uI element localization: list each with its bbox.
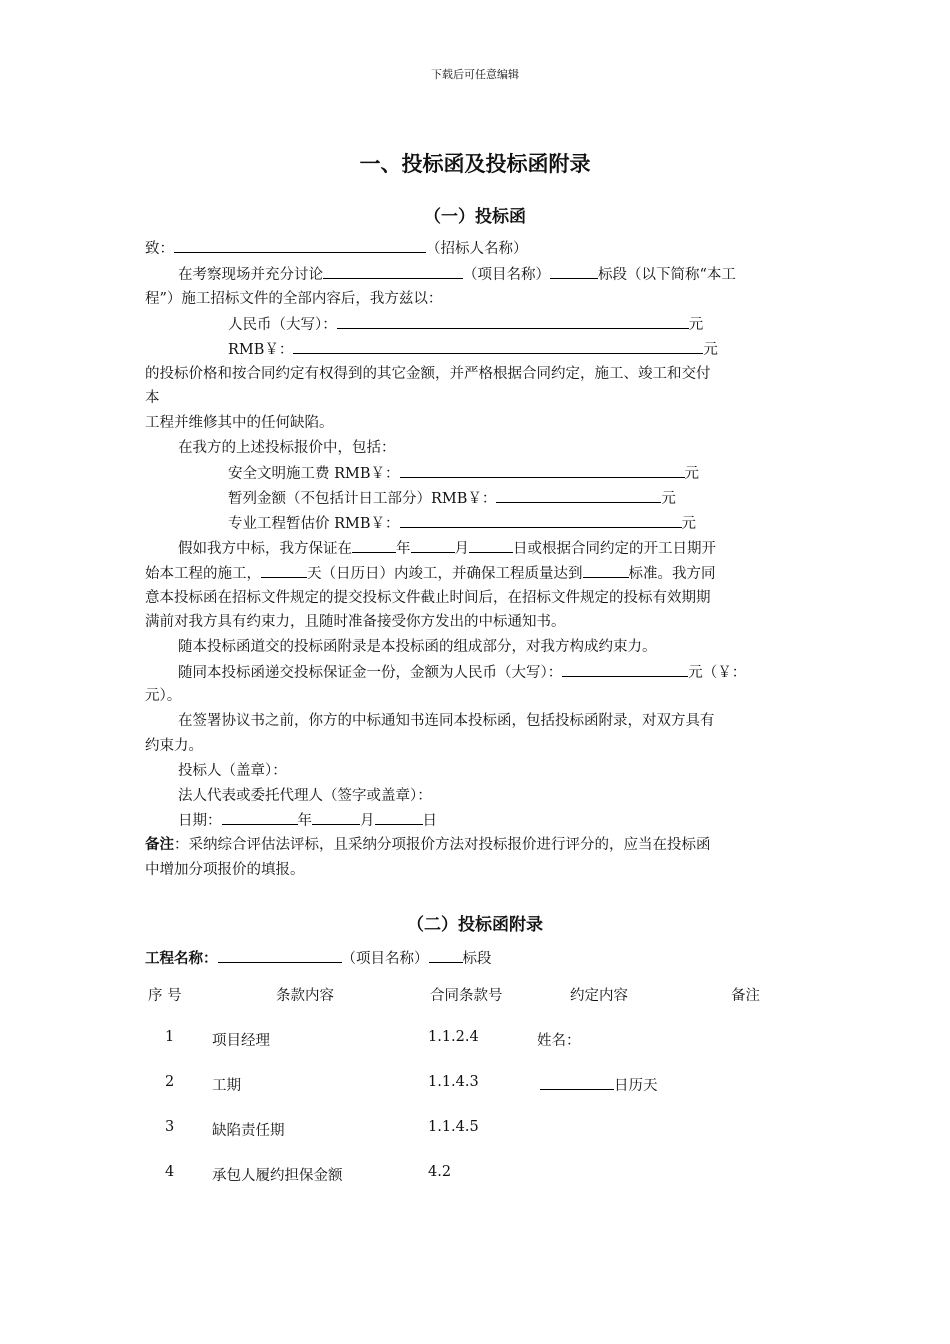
tenderer-name-hint: （招标人名称） (426, 241, 528, 257)
date-month-blank[interactable] (312, 810, 360, 825)
section-blank[interactable] (550, 264, 598, 279)
provisional-sum-blank[interactable] (496, 488, 661, 503)
rmb-uppercase-line: 人民币（大写）： 元 (228, 314, 703, 335)
table-row-item: 工期 (212, 1078, 241, 1094)
section-title-bid-letter: （一）投标函 (424, 207, 526, 227)
paragraph-5: 随本投标函道交的投标函附录是本投标函的组成部分，对我方构成约束力。 (178, 639, 657, 655)
header-item: 条款内容 (276, 988, 334, 1004)
quality-standard-blank[interactable] (583, 563, 629, 578)
specialist-estimate-line: 专业工程暂估价 RMB￥： 元 (228, 513, 696, 534)
project-name-label: 工程名称： (145, 951, 218, 967)
bidder-seal-line: 投标人（盖章）： (178, 763, 287, 779)
paragraph-1-line-1: 在考察现场并充分讨论 （项目名称） 标段（以下简称“本工 (178, 264, 736, 285)
provisional-sum-line: 暂列金额（不包括计日工部分）RMB￥： 元 (228, 488, 676, 509)
duration-days-blank[interactable] (261, 563, 307, 578)
section-title-appendix: （二）投标函附录 (407, 915, 543, 935)
header-content: 约定内容 (570, 988, 628, 1004)
header-remark: 备注 (731, 988, 760, 1004)
paragraph-2-line-2: 本 (145, 390, 160, 406)
paragraph-7-line-1: 在签署协议书之前，你方的中标通知书连同本投标函，包括投标函附录，对双方具有 (178, 713, 715, 729)
table-row-no: 2 (165, 1074, 175, 1090)
representative-sign-line: 法人代表或委托代理人（签字或盖章）： (178, 788, 432, 804)
date-day-blank[interactable] (375, 810, 423, 825)
bid-bond-blank[interactable] (562, 662, 688, 677)
safety-fee-blank[interactable] (400, 463, 685, 478)
table-row-no: 1 (165, 1029, 175, 1045)
duration-calendar-days-blank[interactable] (540, 1075, 614, 1090)
table-row-no: 3 (165, 1119, 175, 1135)
paragraph-2-line-3: 工程并维修其中的任何缺陷。 (145, 415, 334, 431)
date-year-blank[interactable] (222, 810, 298, 825)
addressee-line (145, 238, 528, 259)
rmb-uppercase-blank[interactable] (337, 314, 689, 329)
rmb-amount-blank[interactable] (293, 339, 703, 354)
note-line-1: 备注：采纳综合评估法评标，且采纳分项报价方法对投标报价进行评分的，应当在投标函 (145, 837, 711, 853)
start-day-blank[interactable] (469, 538, 513, 553)
paragraph-4-line-1: 假如我方中标，我方保证在 年 月 日或根据合同约定的开工日期开 (178, 538, 716, 559)
table-row-clause: 1.1.4.3 (428, 1074, 479, 1090)
specialist-estimate-blank[interactable] (400, 513, 682, 528)
rmb-amount-line: RMB￥： 元 (228, 339, 718, 360)
appendix-section-blank[interactable] (429, 948, 463, 963)
table-row-item: 缺陷责任期 (212, 1123, 285, 1139)
to-label: 致： (145, 241, 174, 257)
table-row-content: 日历天 (540, 1074, 658, 1095)
table-row-item: 承包人履约担保金额 (212, 1168, 343, 1184)
start-month-blank[interactable] (411, 538, 455, 553)
paragraph-2-line-1: 的投标价格和按合同约定有权得到的其它金额，并严格根据合同约定，施工、竣工和交付 (145, 366, 711, 382)
header-no: 序 号 (148, 988, 182, 1004)
table-row-clause: 4.2 (428, 1164, 452, 1180)
project-name-line: 工程名称： （项目名称） 标段 (145, 948, 492, 969)
paragraph-4-line-4: 满前对我方具有约束力，且随时准备接受你方发出的中标通知书。 (145, 614, 566, 630)
note-line-2: 中增加分项报价的填报。 (145, 862, 305, 878)
paragraph-7-line-2: 约束力。 (145, 738, 203, 754)
table-row-clause: 1.1.2.4 (428, 1029, 479, 1045)
paragraph-1-line-2: 程”）施工招标文件的全部内容后，我方兹以： (145, 291, 443, 307)
header-clause: 合同条款号 (430, 988, 503, 1004)
appendix-project-blank[interactable] (218, 948, 342, 963)
paragraph-4-line-3: 意本投标函在招标文件规定的提交投标文件截止时间后，在招标文件规定的投标有效期期 (145, 590, 711, 606)
start-year-blank[interactable] (352, 538, 396, 553)
tenderer-name-blank[interactable] (174, 238, 426, 253)
table-row-clause: 1.1.4.5 (428, 1119, 479, 1135)
document-title: 一、投标函及投标函附录 (359, 152, 591, 176)
date-line: 日期： 年 月 日 (178, 810, 437, 831)
paragraph-3: 在我方的上述投标报价中，包括： (178, 440, 396, 456)
paragraph-4-line-2: 始本工程的施工， 天（日历日）内竣工，并确保工程质量达到 标准。我方同 (145, 563, 716, 584)
project-name-blank[interactable] (323, 264, 463, 279)
table-row-no: 4 (165, 1164, 175, 1180)
safety-fee-line: 安全文明施工费 RMB￥： 元 (228, 463, 699, 484)
note-label: 备注 (145, 837, 174, 853)
table-row-content: 姓名： (537, 1033, 581, 1049)
page-header: 下载后可任意编辑 (431, 68, 519, 81)
paragraph-6-line-1: 随同本投标函递交投标保证金一份，金额为人民币（大写）： 元（￥： (178, 662, 746, 683)
paragraph-6-line-2: 元）。 (145, 688, 182, 704)
table-row-item: 项目经理 (212, 1033, 270, 1049)
